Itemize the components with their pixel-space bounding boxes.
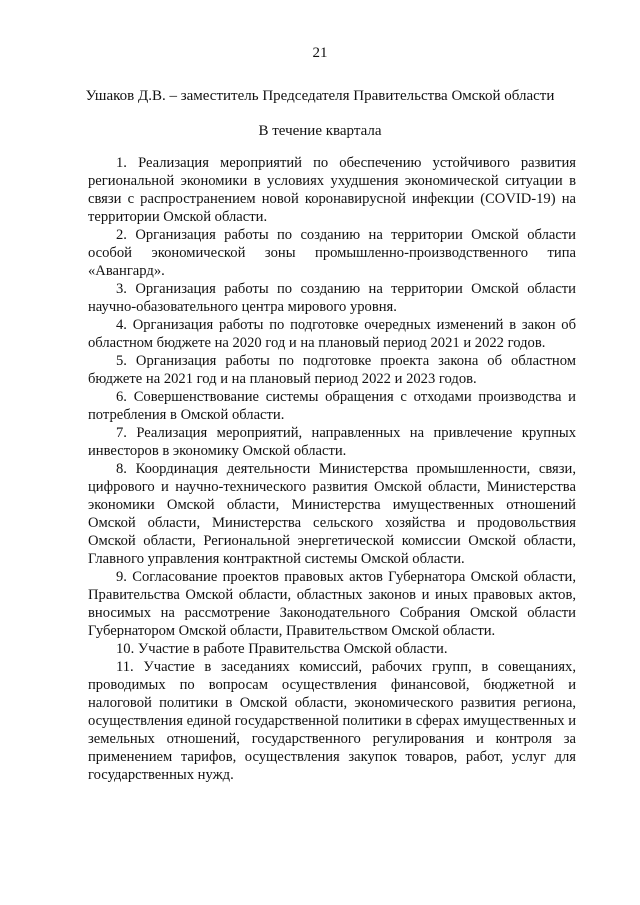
item-text: Координация деятельности Министерства промышленности, связи, цифрового и научно-технического развития Омской области, Министерства экономики Омской области, Министерства имущественных отношений Омской области, Министерства сельского хозяйства и продовольствия Омской области, Региональной энергетической комиссии Омской области, Главного управления контрактной системы Омской области. (88, 461, 576, 567)
period-heading: В течение квартала (258, 123, 382, 139)
item-number: 5. (116, 353, 127, 369)
task-list (88, 154, 576, 784)
item-number: 4. (116, 317, 127, 333)
list-item (88, 658, 576, 784)
list-item (88, 316, 576, 352)
list-item (88, 154, 576, 226)
item-text: Реализация мероприятий по обеспечению устойчивого развития региональной экономики в условиях ухудшения экономической ситуации в связи с распространением новой коронавирусной инфекции (COVID-19) на территории Омской области. (88, 155, 577, 225)
item-number: 6. (116, 389, 127, 405)
list-item (88, 388, 576, 424)
list-item (88, 568, 576, 640)
item-text: Организация работы по созданию на территории Омской области особой экономической зоны промышленно-производственного типа «Авангард». (88, 227, 576, 279)
item-number: 7. (116, 425, 127, 441)
list-item (88, 460, 576, 568)
item-number: 1. (116, 155, 127, 171)
item-number: 10. (116, 641, 135, 657)
list-item (88, 280, 576, 316)
page-number: 21 (312, 45, 328, 61)
item-text: Организация работы по подготовке проекта закона об областном бюджете на 2021 год и на плановый период 2022 и 2023 годов. (88, 353, 576, 387)
item-text: Согласование проектов правовых актов Губернатора Омской области, Правительства Омской области, областных законов и иных правовых актов, вносимых на рассмотрение Законодательного Собрания Омской области Губернатором Омской области, Правительством Омской области. (88, 569, 576, 639)
item-number: 9. (116, 569, 127, 585)
list-item (88, 226, 576, 280)
item-number: 8. (116, 461, 127, 477)
item-text: Участие в заседаниях комиссий, рабочих групп, в совещаниях, проводимых по вопросам осуществления финансовой, бюджетной и налоговой политики в Омской области, экономического развития региона, осуществления единой государственной политики в сферах имущественных и земельных отношений, государственного регулирования и контроля за применением тарифов, осуществления закупок товаров, работ, услуг для государственных нужд. (88, 659, 576, 783)
list-item (88, 424, 576, 460)
list-item (88, 352, 576, 388)
item-number: 3. (116, 281, 127, 297)
item-text: Реализация мероприятий, направленных на привлечение крупных инвесторов в экономику Омской области. (88, 425, 576, 459)
item-text: Участие в работе Правительства Омской области. (137, 641, 448, 657)
responsible-official-heading: Ушаков Д.В. – заместитель Председателя Правительства Омской области (85, 88, 555, 104)
item-text: Организация работы по подготовке очередных изменений в закон об областном бюджете на 2020 год и на плановый период 2021 и 2022 годов. (88, 317, 577, 351)
list-item (88, 640, 576, 658)
item-number: 11. (116, 659, 134, 675)
item-number: 2. (116, 227, 127, 243)
item-text: Совершенствование системы обращения с отходами производства и потребления в Омской области. (88, 389, 576, 423)
item-text: Организация работы по созданию на территории Омской области научно-обазовательного центра мирового уровня. (88, 281, 576, 315)
